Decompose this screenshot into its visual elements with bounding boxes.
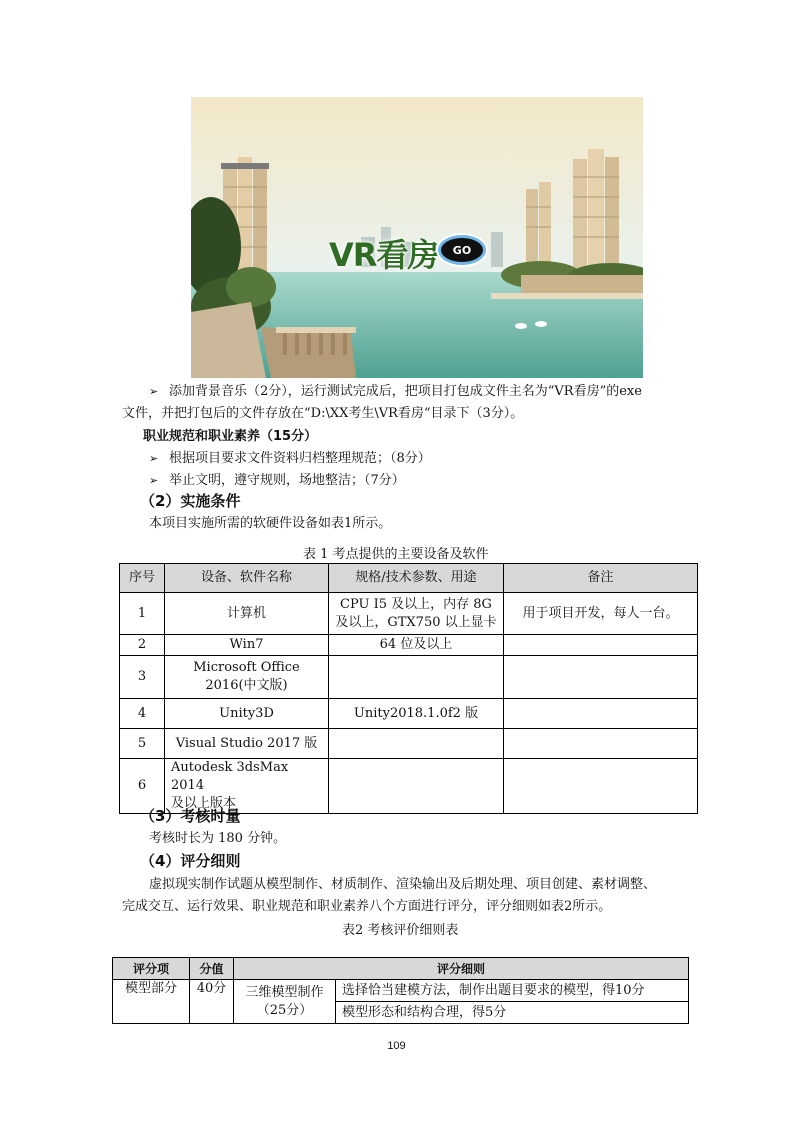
- section-heading-scoring: （4）评分细则: [140, 852, 241, 870]
- spec-line: CPU I5 及以上，内存 8G: [340, 596, 492, 612]
- col-header-name: 设备、软件名称: [165, 564, 329, 593]
- col-header-no: 序号: [120, 564, 165, 593]
- cell-spec: [329, 759, 504, 814]
- subitem-line: （25分）: [256, 1002, 313, 1018]
- name-line: Autodesk 3dsMax 2014: [171, 760, 289, 793]
- arrow-bullet-icon: ➢: [149, 385, 159, 398]
- cell-no: 6: [120, 759, 165, 814]
- cell-name: Visual Studio 2017 版: [165, 729, 329, 759]
- cell-spec: [329, 656, 504, 699]
- equipment-table: [119, 563, 698, 814]
- cell-note: [504, 729, 698, 759]
- cell-subitem: [234, 980, 336, 1024]
- cell-name: [165, 759, 329, 814]
- cell-no: 2: [120, 635, 165, 656]
- cell-note: 用于项目开发，每人一台。: [504, 593, 698, 635]
- col-header-score: 分值: [190, 958, 234, 980]
- bullet-text: 根据项目要求文件资料归档整理规范；（8分）: [169, 451, 431, 466]
- scoring-table: [112, 957, 689, 1024]
- table-row: [120, 729, 698, 759]
- table-row: [120, 699, 698, 729]
- page-number: 109: [387, 1040, 406, 1052]
- subsection-heading-professional: 职业规范和职业素养（15分）: [143, 429, 318, 444]
- cell-note: [504, 759, 698, 814]
- table-row: [120, 593, 698, 635]
- bullet-text: 举止文明，遵守规则，场地整洁；（7分）: [169, 473, 405, 488]
- col-header-detail: 评分细则: [234, 958, 689, 980]
- cell-note: [504, 699, 698, 729]
- col-header-spec: 规格/技术参数、用途: [329, 564, 504, 593]
- cell-spec: [329, 593, 504, 635]
- cell-detail: 选择恰当建模方法，制作出题目要求的模型，得10分: [336, 980, 689, 1002]
- cell-no: 3: [120, 656, 165, 699]
- cell-name: 计算机: [165, 593, 329, 635]
- section-heading-conditions: （2）实施条件: [140, 492, 241, 510]
- spec-line: 及以上，GTX750 以上显卡: [335, 614, 497, 630]
- table-row: [120, 759, 698, 814]
- bullet-bg-music: [149, 383, 642, 401]
- cell-detail: 模型形态和结构合理，得5分: [336, 1002, 689, 1024]
- table1-caption: 表 1 考点提供的主要设备及软件: [303, 547, 489, 562]
- name-line: 2016(中文版): [205, 678, 288, 693]
- cell-note: [504, 656, 698, 699]
- name-line: Microsoft Office: [193, 660, 300, 675]
- cell-no: 4: [120, 699, 165, 729]
- go-badge: GO: [438, 235, 486, 265]
- scoring-para-line2: 完成交互、运行效果、职业规范和职业素养八个方面进行评分，评分细则如表2所示。: [122, 899, 612, 914]
- section-heading-duration: （3）考核时量: [140, 807, 241, 825]
- table-header-row: [120, 564, 698, 593]
- cell-name: Win7: [165, 635, 329, 656]
- cell-item: 模型部分: [113, 980, 190, 1024]
- cell-spec: [329, 729, 504, 759]
- table-row: [113, 980, 689, 1002]
- vr-house-logo-text: VR看房: [329, 236, 439, 274]
- table-row: [120, 635, 698, 656]
- cell-spec: 64 位及以上: [329, 635, 504, 656]
- table-header-row: [113, 958, 689, 980]
- bullet-archive: [149, 450, 431, 468]
- subitem-line: 三维模型制作: [245, 984, 324, 1000]
- cell-no: 1: [120, 593, 165, 635]
- cell-name: [165, 656, 329, 699]
- scoring-para-line1: 虚拟现实制作试题从模型制作、材质制作、渲染输出及后期处理、项目创建、素材调整、: [149, 877, 657, 892]
- duration-text: 考核时长为 180 分钟。: [149, 831, 287, 846]
- bullet-text: 添加背景音乐（2分），运行测试完成后，把项目打包成文件主名为“VR看房”的exe: [169, 384, 642, 399]
- cell-name: Unity3D: [165, 699, 329, 729]
- col-header-note: 备注: [504, 564, 698, 593]
- col-header-item: 评分项: [113, 958, 190, 980]
- name-line: 及以上版本: [171, 796, 237, 811]
- cell-spec: Unity2018.1.0f2 版: [329, 699, 504, 729]
- arrow-bullet-icon: ➢: [149, 452, 159, 465]
- cell-note: [504, 635, 698, 656]
- conditions-intro: 本项目实施所需的软硬件设备如表1所示。: [149, 516, 392, 531]
- table2-caption: 表2 考核评价细则表: [342, 923, 459, 938]
- cell-score: 40分: [190, 980, 234, 1024]
- cell-no: 5: [120, 729, 165, 759]
- bullet-conduct: [149, 472, 405, 490]
- table-row: [120, 656, 698, 699]
- bullet-bg-music-cont: 文件，并把打包后的文件存放在“D:\XX考生\VR看房“目录下（3分）。: [122, 406, 524, 421]
- arrow-bullet-icon: ➢: [149, 474, 159, 487]
- vr-house-banner-image: [191, 97, 643, 378]
